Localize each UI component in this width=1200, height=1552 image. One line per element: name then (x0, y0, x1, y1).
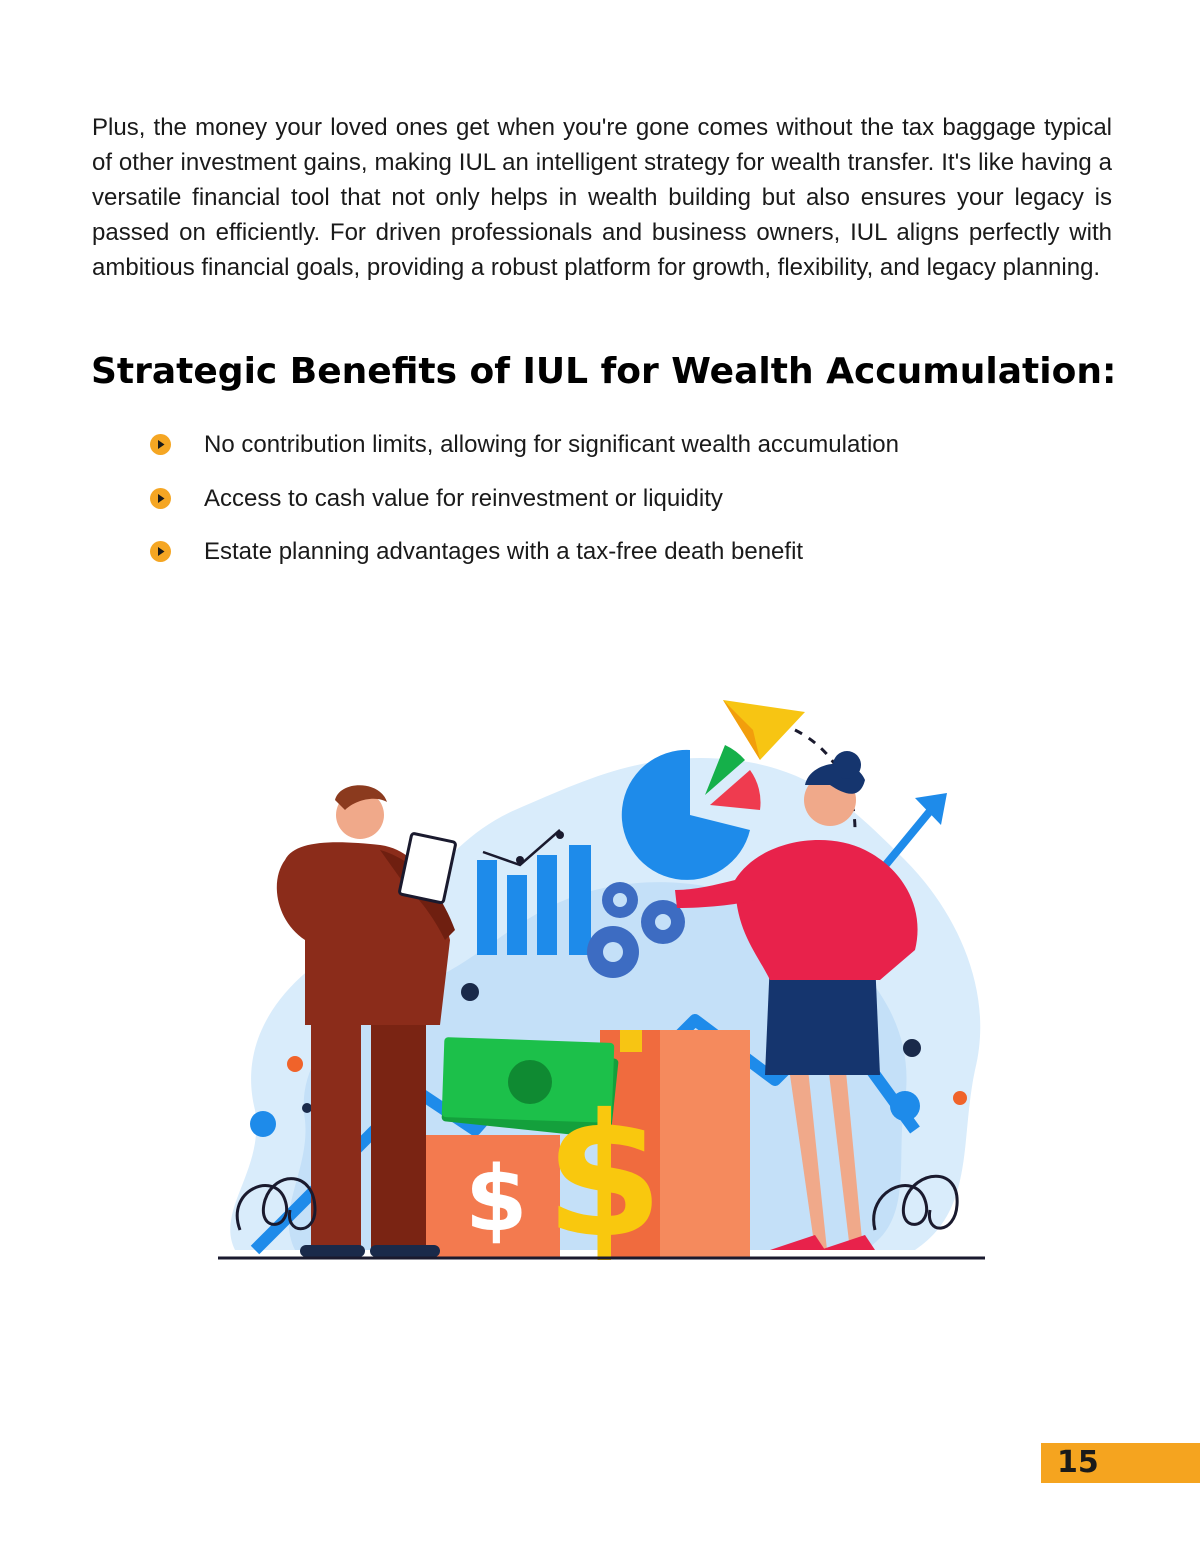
benefit-text: No contribution limits, allowing for significant wealth accumulation (204, 431, 899, 458)
arrow-bullet-icon (150, 488, 171, 509)
arrow-bullet-icon (150, 434, 171, 455)
dot-decoration (302, 1103, 312, 1113)
list-item (150, 425, 1110, 479)
dot-decoration (903, 1039, 921, 1057)
page-number-tab (1041, 1443, 1200, 1483)
paper-plane-icon (723, 700, 805, 760)
dollar-sign-white: $ (465, 1147, 528, 1252)
list-item (150, 479, 1110, 533)
dollar-sign-yellow: $ (545, 1078, 664, 1265)
section-heading: Strategic Benefits of IUL for Wealth Accumulation: (91, 351, 1117, 392)
dot-decoration (287, 1056, 303, 1072)
list-item (150, 532, 1110, 586)
benefit-text: Estate planning advantages with a tax-free death benefit (204, 538, 804, 565)
wealth-illustration (215, 690, 990, 1265)
benefits-list (150, 425, 1110, 586)
arrow-bullet-icon (150, 541, 171, 562)
intro-paragraph: Plus, the money your loved ones get when you're gone comes without the tax baggage typical of other investment gains, making IUL an intelligent strategy for wealth transfer. It's like having a versatile financial tool that not only helps in wealth building but also ensures your legacy is passed on efficiently. For driven professionals and business owners, IUL aligns perfectly with ambitious financial goals, providing a robust platform for growth, flexibility, and legacy planning. (92, 114, 1112, 281)
page-number: 15 (1057, 1445, 1099, 1480)
dot-decoration (890, 1091, 920, 1121)
dot-decoration (250, 1111, 276, 1137)
dot-decoration (953, 1091, 967, 1105)
dot-decoration (461, 983, 479, 1001)
benefit-text: Access to cash value for reinvestment or liquidity (204, 484, 723, 512)
